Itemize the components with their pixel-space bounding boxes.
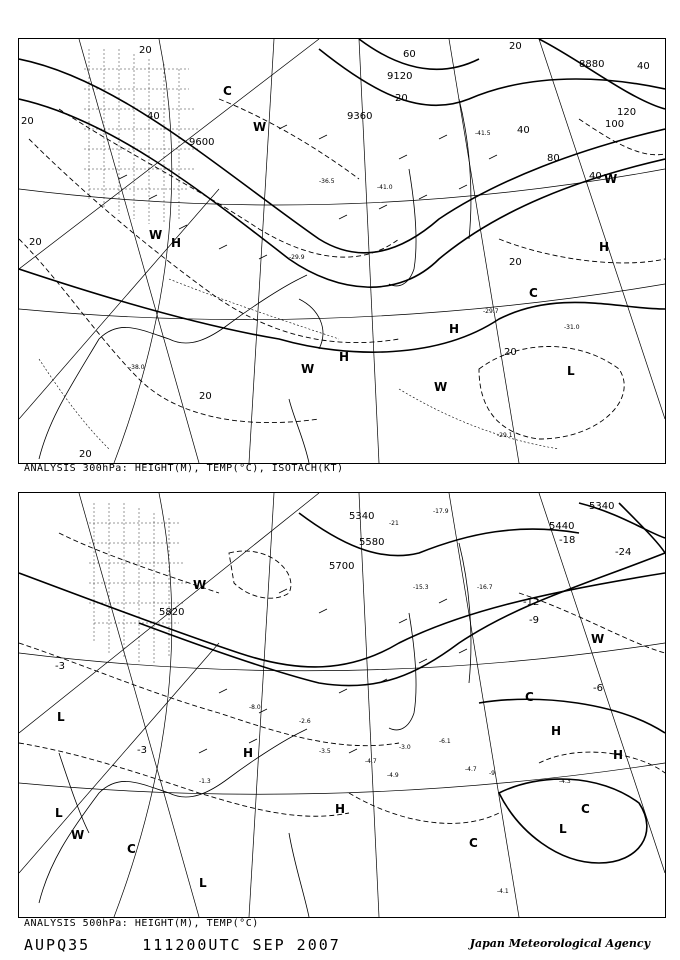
warm-center: W: [253, 120, 267, 134]
temp-contour-label: -24: [615, 547, 632, 558]
height-label: 9600: [189, 137, 215, 148]
isotach-label: 20: [139, 45, 152, 56]
temp-label: -4.1: [497, 888, 509, 895]
temp-contour-label: -12: [523, 597, 540, 608]
warm-center: W: [434, 380, 448, 394]
temp-contour-label: -9: [529, 615, 539, 626]
agency-credit: Japan Meteorological Agency: [469, 937, 650, 950]
high-center: H: [335, 802, 346, 816]
warm-center: W: [591, 632, 605, 646]
temp-label: -17.9: [433, 508, 449, 515]
temp-label: -29.1: [497, 432, 513, 439]
bulletin-datetime: 111200UTC SEP 2007: [142, 936, 341, 954]
map-500hpa: [18, 492, 666, 918]
height-label: 9360: [347, 111, 373, 122]
height-label: 5440: [549, 521, 575, 532]
warm-center: W: [604, 172, 618, 186]
temp-label: -9: [489, 770, 495, 777]
bulletin-header: [24, 936, 341, 954]
temp-contour-label: -3: [137, 745, 147, 756]
isotach-label: 40: [147, 111, 160, 122]
low-center: L: [57, 710, 65, 724]
height-label: 5340: [349, 511, 375, 522]
isotach-label: 40: [589, 171, 602, 182]
height-label: 5820: [159, 607, 185, 618]
temp-label: -31.0: [564, 324, 580, 331]
chart-caption-300hpa: ANALYSIS 300hPa: HEIGHT(M), TEMP(°C), ISOTACH(KT): [24, 463, 344, 474]
temp-label: -29.9: [289, 254, 305, 261]
high-center: H: [599, 240, 610, 254]
temp-label: -4.7: [365, 758, 377, 765]
temp-label: -41.5: [475, 130, 491, 137]
temp-label: -4.9: [387, 772, 399, 779]
temperature-contours: [39, 279, 559, 449]
temp-contour-label: -18: [559, 535, 576, 546]
graticule: [19, 493, 665, 917]
isotach-label: 120: [617, 107, 637, 118]
temp-label: -2.6: [299, 718, 311, 725]
cold-center: C: [581, 802, 590, 816]
temp-label: -38.0: [129, 364, 145, 371]
low-center: L: [199, 876, 207, 890]
warm-center: W: [301, 362, 315, 376]
low-center: L: [55, 806, 63, 820]
station-barbs: [199, 589, 467, 753]
cold-center: C: [127, 842, 136, 856]
temp-label: -21: [389, 520, 399, 527]
isotachs: [19, 99, 665, 439]
high-center: H: [613, 748, 624, 762]
height-label: 5580: [359, 537, 385, 548]
map-300hpa-canvas: [19, 39, 665, 463]
isotach-label: 20: [509, 257, 522, 268]
chart-caption-500hpa: ANALYSIS 500hPa: HEIGHT(M), TEMP(°C): [24, 918, 259, 929]
temp-label: -36.5: [319, 178, 335, 185]
isotach-label: 20: [509, 41, 522, 52]
temp-contour-label: -6: [593, 683, 603, 694]
temp-label: -6.1: [439, 738, 451, 745]
graticule: [19, 39, 665, 463]
temp-label: -4.3: [559, 778, 571, 785]
high-center: H: [243, 746, 254, 760]
low-center: L: [559, 822, 567, 836]
cold-center: C: [223, 84, 232, 98]
cold-center: C: [529, 286, 538, 300]
height-label: 5700: [329, 561, 355, 572]
isotach-label: 20: [395, 93, 408, 104]
isotach-label: 40: [517, 125, 530, 136]
high-center: H: [449, 322, 460, 336]
warm-center: W: [193, 578, 207, 592]
isotach-label: 20: [504, 347, 517, 358]
isotach-label: 100: [605, 119, 625, 130]
hatch-area: [89, 503, 189, 663]
temp-label: -3.0: [399, 744, 411, 751]
bulletin-code: AUPQ35: [24, 936, 91, 954]
warm-center: W: [149, 228, 163, 242]
station-barbs: [119, 125, 497, 279]
height-label: 9120: [387, 71, 413, 82]
isotach-label: 20: [199, 391, 212, 402]
height-label: 5340: [589, 501, 615, 512]
temp-label: -16.7: [477, 584, 493, 591]
isotach-label: 60: [403, 49, 416, 60]
low-center: L: [567, 364, 575, 378]
cold-center: C: [525, 690, 534, 704]
temp-label: -8.0: [249, 704, 261, 711]
isotach-label: 20: [79, 449, 92, 460]
isotach-label: 20: [21, 116, 34, 127]
temp-label: -3.5: [319, 748, 331, 755]
isotach-label: 20: [29, 237, 42, 248]
high-center: H: [551, 724, 562, 738]
isotach-label: 80: [547, 153, 560, 164]
temp-label: -4.7: [465, 766, 477, 773]
height-label: 8880: [579, 59, 605, 70]
high-center: H: [339, 350, 350, 364]
map-300hpa: [18, 38, 666, 464]
high-center: H: [171, 236, 182, 250]
height-contours: [19, 39, 665, 352]
temp-label: -29.7: [483, 308, 499, 315]
warm-center: W: [71, 828, 85, 842]
temp-label: -15.3: [413, 584, 429, 591]
map-500hpa-canvas: [19, 493, 665, 917]
isotach-label: 40: [637, 61, 650, 72]
temp-contour-label: -3: [55, 661, 65, 672]
coastlines: [39, 543, 471, 917]
temp-label: -41.0: [377, 184, 393, 191]
temp-label: -1.3: [199, 778, 211, 785]
cold-center: C: [469, 836, 478, 850]
